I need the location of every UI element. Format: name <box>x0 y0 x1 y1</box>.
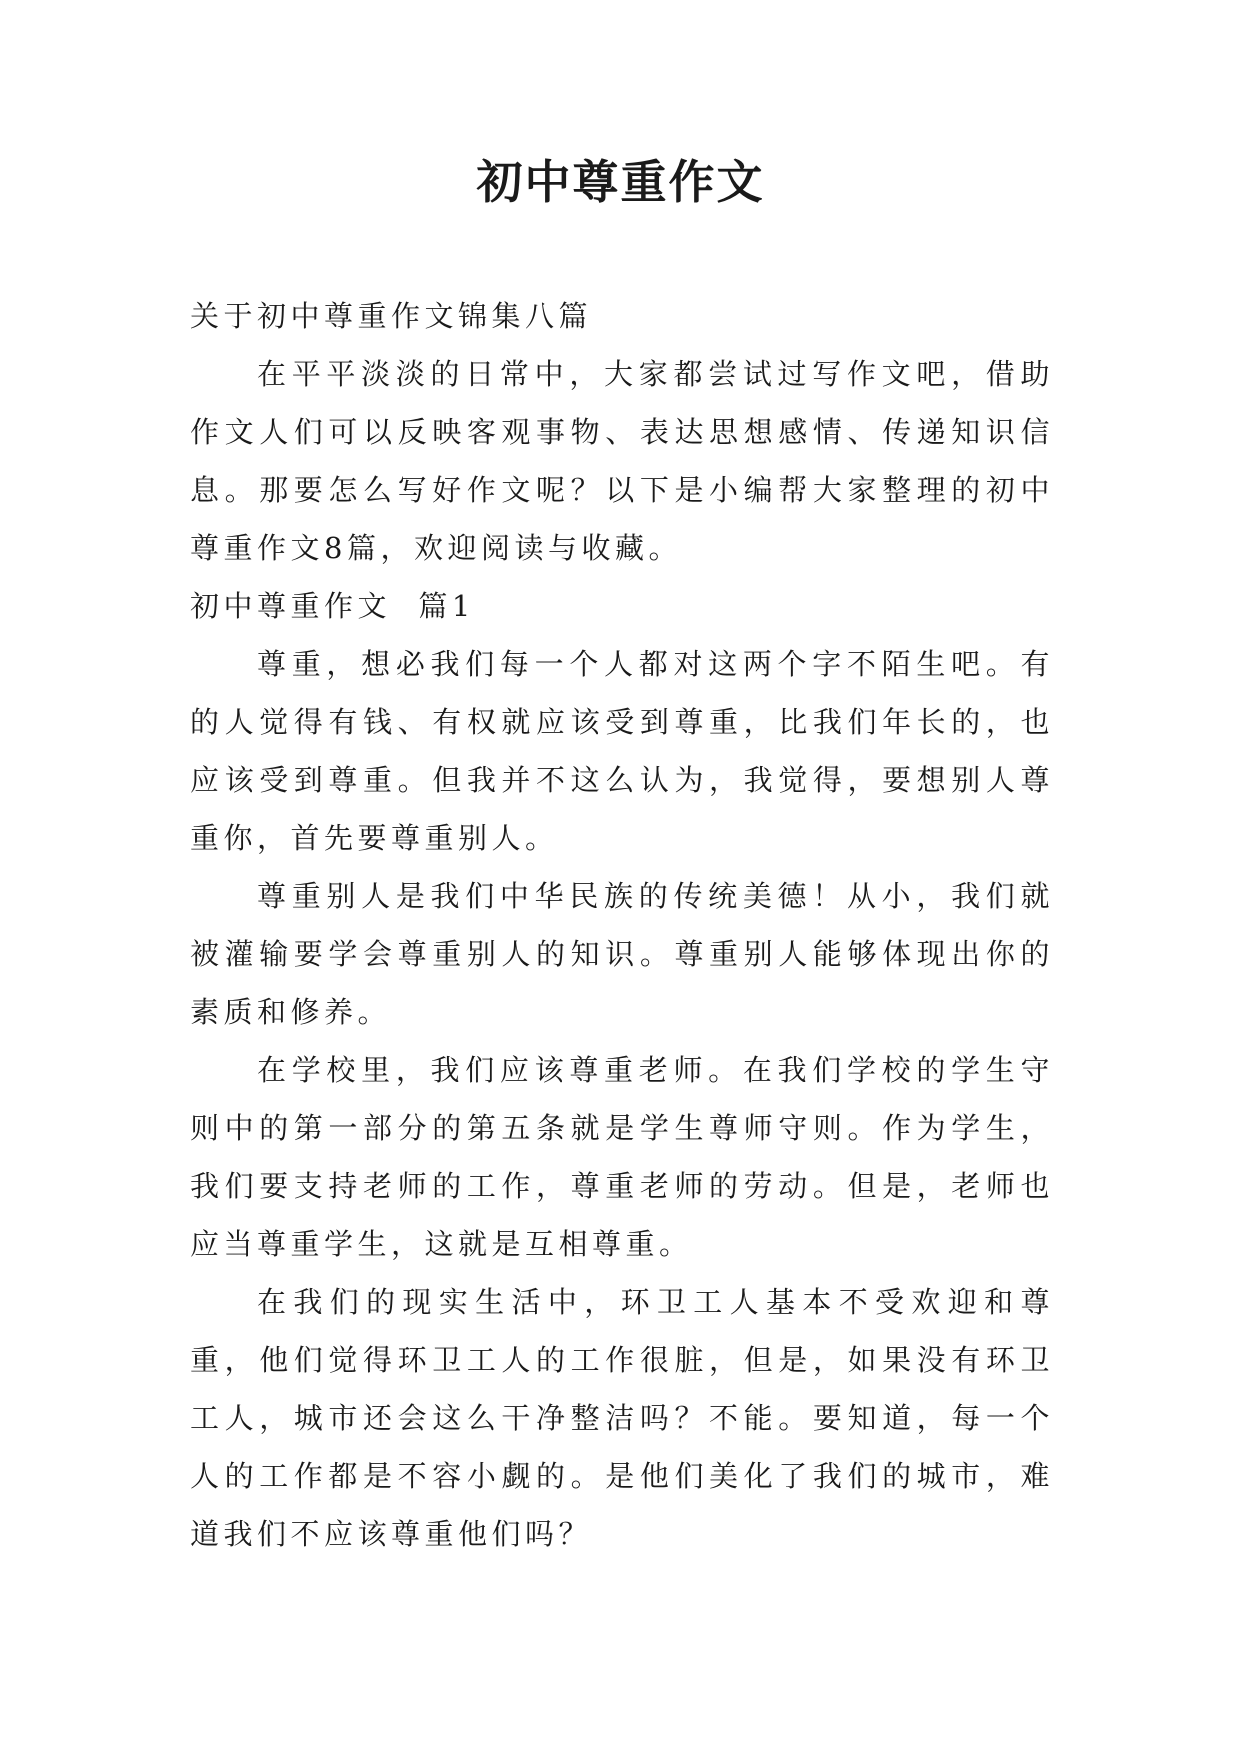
intro-paragraph: 在平平淡淡的日常中，大家都尝试过写作文吧，借助作文人们可以反映客观事物、表达思想感情、传递知识信息。那要怎么写好作文呢？以下是小编帮大家整理的初中尊重作文8篇，欢迎阅读与收藏。 <box>190 357 1054 565</box>
body-paragraph: 在我们的现实生活中，环卫工人基本不受欢迎和尊重，他们觉得环卫工人的工作很脏，但是，如果没有环卫工人，城市还会这么干净整洁吗？不能。要知道，每一个人的工作都是不容小觑的。是他们美化了我们的城市，难道我们不应该尊重他们吗？ <box>190 1285 1054 1551</box>
document-body <box>190 287 1054 1563</box>
section-heading: 初中尊重作文 篇1 <box>190 589 475 623</box>
collection-subtitle: 关于初中尊重作文锦集八篇 <box>190 299 593 333</box>
body-paragraph: 尊重别人是我们中华民族的传统美德！从小，我们就被灌输要学会尊重别人的知识。尊重别人能够体现出你的素质和修养。 <box>190 879 1054 1029</box>
body-paragraph: 尊重，想必我们每一个人都对这两个字不陌生吧。有的人觉得有钱、有权就应该受到尊重，比我们年长的，也应该受到尊重。但我并不这么认为，我觉得，要想别人尊重你，首先要尊重别人。 <box>190 647 1054 855</box>
document-title: 初中尊重作文 <box>476 155 765 209</box>
body-paragraph: 在学校里，我们应该尊重老师。在我们学校的学生守则中的第一部分的第五条就是学生尊师守则。作为学生，我们要支持老师的工作，尊重老师的劳动。但是，老师也应当尊重学生，这就是互相尊重。 <box>190 1053 1054 1261</box>
